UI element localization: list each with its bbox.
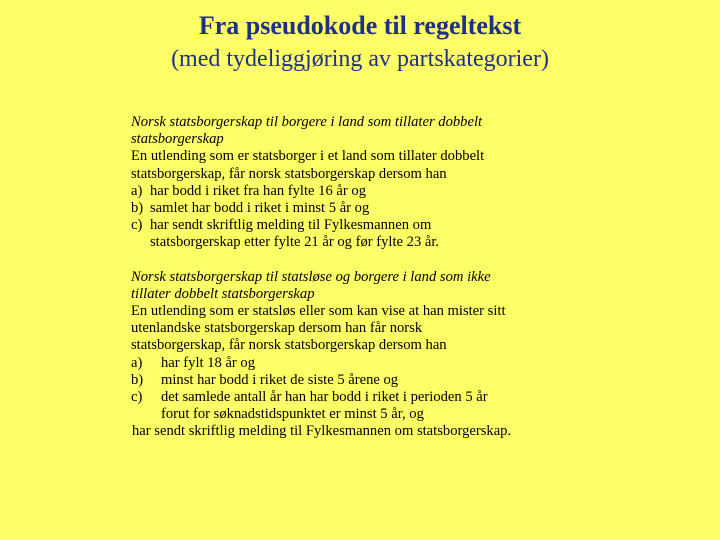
- rule-text: [131, 114, 551, 441]
- list-item-text: samlet har bodd i riket i minst 5 år og: [150, 200, 370, 217]
- list-marker: c): [131, 217, 143, 234]
- section-title-cont: tillater dobbelt statsborgerskap: [131, 285, 315, 302]
- section-gap: [131, 252, 551, 269]
- slide-subtitle: (med tydeliggjøring av partskategorier): [171, 46, 549, 72]
- list-item-c-cont: statsborgerskap etter fylte 21 år og før fylte 23 år.: [150, 234, 440, 251]
- section-title-cont: statsborgerskap: [131, 131, 224, 148]
- list-marker: b): [131, 200, 144, 217]
- list-item-b: [131, 200, 551, 217]
- list-item-a: [131, 355, 551, 372]
- section-stateless: [131, 269, 551, 441]
- section-intro-cont: statsborgerskap, får norsk statsborgerskap dersom han: [131, 165, 447, 182]
- list-item-c: [131, 389, 551, 406]
- list-item-c-cont: forut for søknadstidspunktet er minst 5 år, og: [161, 406, 424, 423]
- list-item-text: har sendt skriftlig melding til Fylkesmannen om: [150, 217, 432, 234]
- section-intro: En utlending som er statsløs eller som kan vise at han mister sitt: [131, 303, 506, 320]
- list-marker: a): [131, 182, 143, 199]
- section-intro-cont: utenlandske statsborgerskap dersom han får norsk: [131, 320, 423, 337]
- section-intro-cont: statsborgerskap, får norsk statsborgerskap dersom han: [131, 337, 447, 354]
- list-marker: c): [131, 389, 143, 406]
- list-item-text: har fylt 18 år og: [161, 354, 256, 371]
- slide-title: Fra pseudokode til regeltekst: [198, 11, 522, 40]
- section-title: Norsk statsborgerskap til borgere i land som tillater dobbelt: [131, 114, 483, 130]
- section-title: Norsk statsborgerskap til statsløse og borgere i land som ikke: [131, 268, 491, 285]
- list-item-text: har bodd i riket fra han fylte 16 år og: [150, 182, 366, 199]
- list-item-c: [131, 217, 551, 234]
- list-marker: a): [131, 354, 143, 371]
- list-item-a: [131, 183, 551, 200]
- section-dual-citizenship: [131, 114, 551, 252]
- list-item-text: minst har bodd i riket de siste 5 årene og: [161, 371, 399, 388]
- section-intro: En utlending som er statsborger i et land som tillater dobbelt: [131, 148, 485, 165]
- section-closing: har sendt skriftlig melding til Fylkesmannen om statsborgerskap.: [132, 423, 512, 440]
- list-item-text: det samlede antall år han har bodd i riket i perioden 5 år: [161, 389, 488, 406]
- list-item-b: [131, 372, 551, 389]
- list-marker: b): [131, 371, 144, 388]
